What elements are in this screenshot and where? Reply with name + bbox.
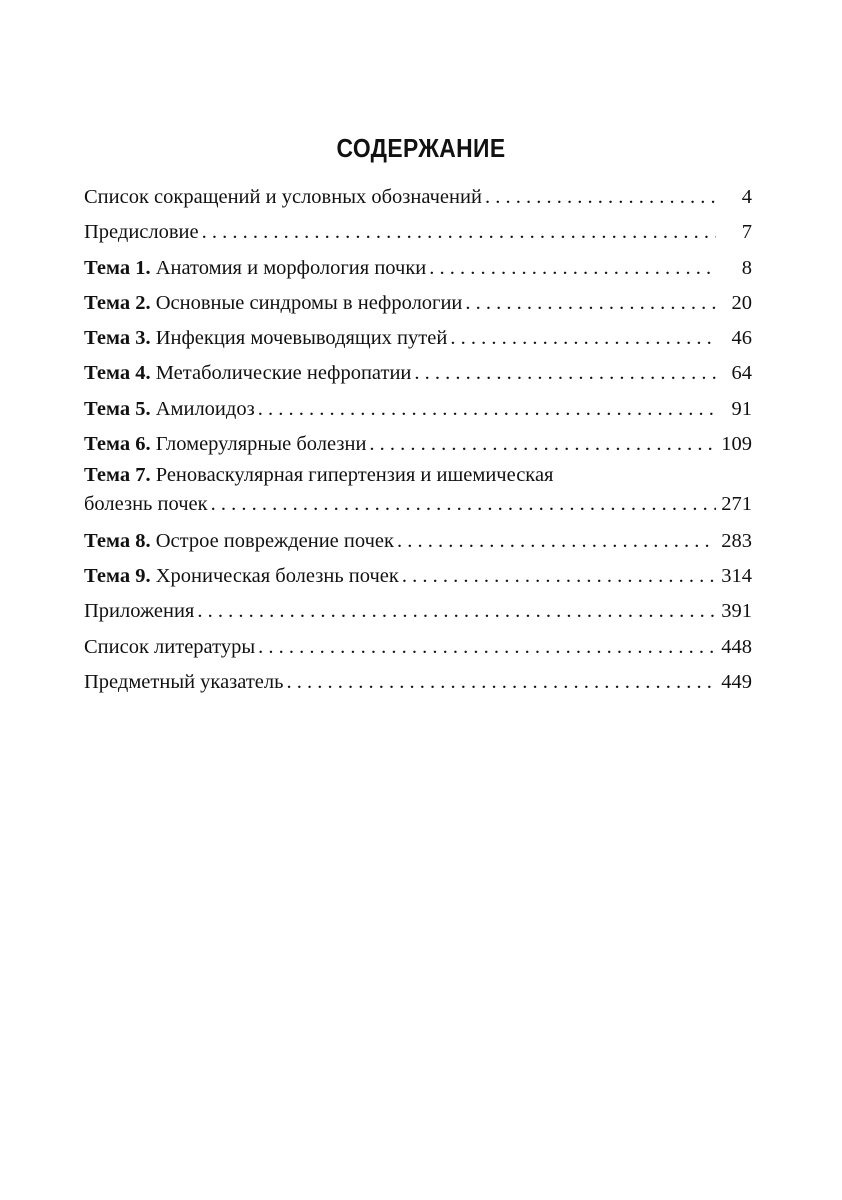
toc-entry-label [84, 665, 284, 700]
toc-entry-page-number: 314 [721, 565, 752, 588]
toc-entry-label [84, 321, 447, 356]
toc-entry-prefix: Тема 5. [84, 397, 151, 420]
toc-entry-title: Гломерулярные болезни [155, 433, 367, 456]
toc-entry[interactable] [84, 286, 752, 321]
dot-leader [429, 258, 716, 279]
toc-entry-title: Приложения [84, 600, 195, 623]
toc-entry-label [84, 427, 366, 462]
toc-entry-prefix: Тема 1. [84, 256, 151, 279]
toc-entry-title: Предметный указатель [84, 671, 284, 694]
toc-entry-title: Список литературы [84, 635, 256, 658]
toc-entry-label [84, 215, 199, 250]
toc-entry-label [84, 559, 399, 594]
toc-entry-page-number: 7 [741, 221, 752, 244]
toc-entry[interactable] [84, 392, 752, 427]
toc-entry-prefix: Тема 9. [84, 565, 151, 588]
toc-entry-label [84, 594, 194, 629]
dot-leader [414, 363, 716, 384]
toc-entry-label [84, 180, 482, 215]
dot-leader [197, 601, 716, 622]
toc-entry-page-number: 64 [731, 362, 752, 385]
toc-entry-page-number: 448 [721, 635, 752, 658]
table-of-contents-list [84, 180, 752, 700]
toc-entry-prefix: Тема 6. [84, 433, 151, 456]
toc-entry-page-number: 109 [721, 433, 752, 456]
dot-leader [485, 187, 716, 208]
toc-entry-prefix: Тема 2. [84, 291, 151, 314]
toc-entry-title: Хроническая болезнь почек [155, 565, 399, 588]
toc-entry-label [84, 251, 426, 286]
toc-entry-prefix: Тема 8. [84, 529, 151, 552]
toc-entry[interactable] [84, 427, 752, 462]
dot-leader [397, 531, 716, 552]
toc-entry-label [84, 464, 553, 486]
toc-entry[interactable] [84, 524, 752, 559]
dot-leader [369, 434, 716, 455]
toc-entry-page-number: 4 [741, 186, 752, 208]
dot-leader [465, 293, 716, 314]
toc-entry-label [84, 524, 394, 559]
dot-leader [402, 566, 716, 587]
toc-entry[interactable] [84, 180, 752, 215]
toc-entry[interactable] [84, 321, 752, 356]
toc-entry-page-number: 283 [721, 529, 752, 552]
toc-entry-page-number: 271 [721, 492, 752, 515]
toc-entry-page-number: 449 [721, 671, 752, 694]
dot-leader [287, 672, 717, 693]
toc-entry[interactable] [84, 215, 752, 250]
toc-entry-line-2 [84, 489, 752, 520]
toc-entry-title: Амилоидоз [155, 397, 255, 420]
toc-entry-label [84, 356, 411, 391]
toc-entry-title: Метаболические нефропатии [155, 362, 412, 385]
toc-entry-prefix: Тема 7. [84, 464, 151, 487]
toc-entry[interactable] [84, 594, 752, 629]
toc-entry-title: Острое повреждение почек [155, 529, 394, 552]
toc-entry-title: Список сокращений и условных обозначений [84, 186, 482, 208]
toc-entry-title: Основные синдромы в нефрологии [155, 291, 463, 314]
toc-entry-label [84, 286, 462, 321]
dot-leader [211, 494, 716, 515]
toc-entry-prefix: Тема 3. [84, 327, 151, 350]
toc-entry-title: Анатомия и морфология почки [155, 256, 427, 279]
toc-entry-title-continued: болезнь почек [84, 492, 208, 515]
dot-leader [258, 399, 716, 420]
toc-entry[interactable] [84, 356, 752, 391]
dot-leader [202, 222, 716, 243]
dot-leader [450, 328, 716, 349]
toc-entry-page-number: 8 [741, 256, 752, 279]
toc-entry[interactable] [84, 665, 752, 700]
toc-entry[interactable] [84, 630, 752, 665]
toc-entry[interactable] [84, 559, 752, 594]
toc-entry-title: Реноваскулярная гипертензия и ишемическая [155, 464, 554, 487]
toc-entry-label [84, 630, 255, 665]
toc-entry-label [84, 392, 255, 427]
toc-entry-page-number: 20 [731, 291, 752, 314]
toc-entry-prefix: Тема 4. [84, 362, 151, 385]
toc-entry-page-number: 91 [731, 397, 752, 420]
toc-entry-title: Предисловие [84, 221, 199, 244]
dot-leader [258, 637, 716, 658]
toc-entry-page-number: 46 [731, 327, 752, 350]
toc-entry[interactable] [84, 462, 752, 524]
toc-entry-line-1 [84, 462, 752, 489]
toc-entry-page-number: 391 [721, 600, 752, 623]
toc-entry[interactable] [84, 251, 752, 286]
page-title: СОДЕРЖАНИЕ [336, 133, 506, 163]
toc-entry-title: Инфекция мочевыводящих путей [155, 327, 448, 350]
